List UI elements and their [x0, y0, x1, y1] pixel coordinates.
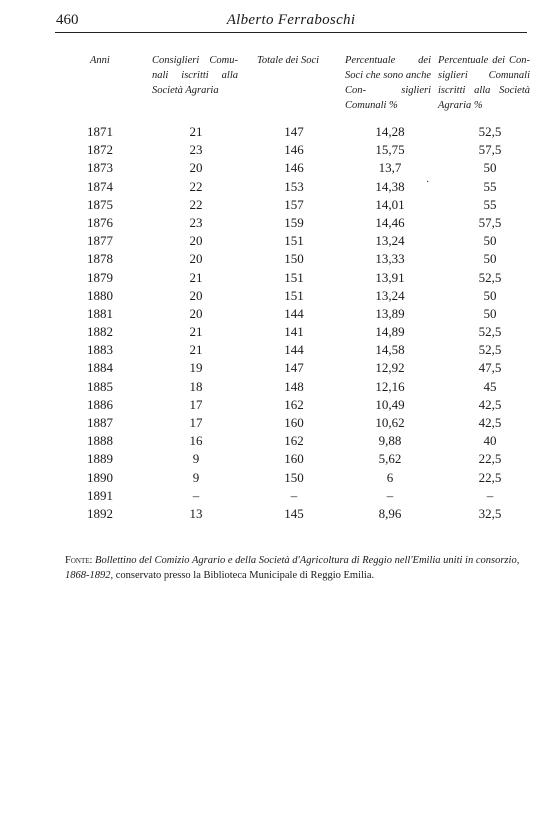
cell-percentuale-consiglieri: 50 [483, 160, 497, 176]
cell-totale: 160 [284, 415, 304, 430]
cell-percentuale-soci: 14,58 [375, 342, 405, 358]
cell-year: 1890 [87, 469, 113, 485]
table-row [0, 269, 550, 287]
cell-percentuale-soci: 12,92 [375, 360, 405, 376]
cell-percentuale-consiglieri: 47,5 [478, 360, 502, 376]
cell-totale: 153 [284, 178, 304, 194]
cell-percentuale-consiglieri: 50 [483, 233, 497, 249]
table-row [0, 305, 550, 323]
cell-percentuale-soci: 13,91 [375, 269, 405, 285]
cell-year: 1889 [87, 451, 113, 467]
table-row [0, 450, 550, 468]
table-row [0, 159, 550, 177]
cell-consiglieri: – [192, 487, 200, 503]
cell-year: 1876 [87, 214, 113, 230]
page-header [55, 8, 527, 33]
cell-percentuale-soci: 10,49 [375, 396, 405, 412]
cell-percentuale-consiglieri: – [486, 487, 494, 503]
cell-year: 1884 [87, 360, 113, 376]
column-header-percentuale-consiglieri: Percentuale dei Con- siglieri Comunali iscritti alla Società Agraria % [438, 55, 530, 111]
cell-consiglieri: 21 [189, 124, 203, 139]
cell-percentuale-soci: 9,88 [378, 433, 402, 449]
cell-percentuale-consiglieri: 52,5 [478, 342, 502, 358]
cell-year: 1886 [87, 396, 113, 412]
cell-percentuale-soci: 8,96 [378, 505, 402, 521]
cell-consiglieri: 20 [189, 287, 203, 303]
cell-consiglieri: 20 [189, 305, 203, 321]
cell-totale: 157 [284, 196, 304, 212]
source-label: Fonte: [65, 555, 93, 566]
cell-percentuale-consiglieri: 42,5 [478, 415, 502, 430]
table-row [0, 432, 550, 450]
running-head: Alberto Ferraboschi [226, 12, 356, 28]
table-row [0, 323, 550, 341]
cell-totale: 148 [284, 378, 304, 394]
cell-percentuale-soci: 13,89 [375, 305, 405, 321]
cell-percentuale-consiglieri: 50 [483, 305, 497, 321]
column-header-totale: Totale dei Soci [257, 55, 320, 66]
table-row [0, 214, 550, 232]
table-row [0, 505, 550, 523]
cell-percentuale-soci: 14,89 [375, 324, 405, 340]
cell-consiglieri: 9 [192, 469, 200, 485]
source-note [65, 553, 533, 583]
cell-percentuale-consiglieri: 55 [483, 196, 497, 212]
cell-percentuale-soci: 6 [386, 469, 394, 485]
column-header-anni: Anni [90, 55, 110, 66]
cell-consiglieri: 23 [189, 142, 203, 158]
cell-percentuale-consiglieri: 50 [483, 287, 497, 303]
cell-percentuale-soci: 13,24 [375, 233, 405, 249]
cell-year: 1881 [87, 305, 113, 321]
cell-year: 1871 [87, 124, 113, 139]
cell-percentuale-soci: 14,01 [375, 196, 405, 212]
cell-consiglieri: 20 [189, 251, 203, 267]
cell-year: 1878 [87, 251, 113, 267]
cell-consiglieri: 17 [189, 396, 203, 412]
cell-year: 1875 [87, 196, 113, 212]
table-row [0, 487, 550, 505]
cell-year: 1885 [87, 378, 113, 394]
cell-totale: 162 [284, 396, 304, 412]
cell-year: 1888 [87, 433, 113, 449]
cell-percentuale-consiglieri: 22,5 [478, 451, 502, 467]
cell-percentuale-soci: 13,24 [375, 287, 405, 303]
column-header-percentuale-soci: Percentuale dei Soci che sono anche Con- siglieri Comunali % [345, 55, 431, 111]
cell-percentuale-soci: 13,7 [378, 160, 402, 176]
source-title: Bollettino del Comizio Agrario e della Società d'Agricoltura di Reggio nell'Emilia uniti in consorzio, 1868-1892, [65, 555, 520, 581]
cell-percentuale-consiglieri: 50 [483, 251, 497, 267]
cell-percentuale-soci: – [386, 487, 394, 503]
cell-totale: 147 [284, 124, 304, 139]
cell-consiglieri: 23 [189, 214, 203, 230]
table-row [0, 469, 550, 487]
cell-totale: 144 [284, 342, 304, 358]
cell-percentuale-soci: 14,28 [375, 124, 405, 139]
table-row [0, 396, 550, 414]
cell-year: 1891 [87, 487, 113, 503]
table-row [0, 359, 550, 377]
cell-percentuale-soci: 12,16 [375, 378, 405, 394]
cell-percentuale-consiglieri: 55 [483, 178, 497, 194]
table-row [0, 123, 550, 141]
column-header-consiglieri: Consiglieri Comu- nali iscritti alla Società Agraria [152, 55, 238, 96]
cell-percentuale-soci: 14,46 [375, 214, 405, 230]
cell-percentuale-consiglieri: 42,5 [478, 396, 502, 412]
cell-year: 1877 [87, 233, 113, 249]
cell-totale: 150 [284, 469, 304, 485]
cell-year: 1873 [87, 160, 113, 176]
table-row [0, 141, 550, 159]
cell-consiglieri: 9 [192, 451, 200, 467]
cell-year: 1883 [87, 342, 113, 358]
table-row [0, 178, 550, 196]
table-row [0, 250, 550, 268]
cell-totale: 151 [284, 269, 304, 285]
cell-percentuale-consiglieri: 57,5 [478, 142, 502, 158]
cell-percentuale-soci: 5,62 [378, 451, 402, 467]
table-row [0, 378, 550, 396]
cell-year: 1879 [87, 269, 113, 285]
cell-totale: 151 [284, 233, 304, 249]
cell-totale: 159 [284, 214, 304, 230]
page-number: 460 [56, 12, 79, 28]
cell-percentuale-soci: 13,33 [375, 251, 405, 267]
source-rest: conservato presso la Biblioteca Municipale di Reggio Emilia. [115, 570, 375, 581]
cell-totale: 147 [284, 360, 304, 376]
cell-consiglieri: 22 [189, 196, 203, 212]
cell-consiglieri: 21 [189, 269, 203, 285]
cell-percentuale-consiglieri: 52,5 [478, 124, 502, 139]
cell-totale: 141 [284, 324, 304, 340]
table-row [0, 341, 550, 359]
cell-percentuale-soci: 15,75 [375, 142, 405, 158]
cell-percentuale-consiglieri: 22,5 [478, 469, 502, 485]
cell-year: 1872 [87, 142, 113, 158]
cell-totale: 160 [284, 451, 304, 467]
table-row [0, 414, 550, 432]
cell-year: 1892 [87, 505, 113, 521]
cell-consiglieri: 21 [189, 324, 203, 340]
cell-consiglieri: 18 [189, 378, 203, 394]
cell-totale: 144 [284, 305, 304, 321]
cell-consiglieri: 20 [189, 160, 203, 176]
cell-percentuale-soci: 14,38 [375, 178, 405, 194]
table-row [0, 232, 550, 250]
table-row [0, 196, 550, 214]
cell-totale: 150 [284, 251, 304, 267]
cell-consiglieri: 17 [189, 415, 203, 430]
cell-consiglieri: 19 [189, 360, 203, 376]
cell-percentuale-consiglieri: 52,5 [478, 269, 502, 285]
cell-totale: 151 [284, 287, 304, 303]
cell-consiglieri: 16 [189, 433, 203, 449]
cell-year: 1887 [87, 415, 113, 430]
cell-consiglieri: 21 [189, 342, 203, 358]
cell-year: 1874 [87, 178, 113, 194]
cell-percentuale-consiglieri: 40 [483, 433, 497, 449]
cell-percentuale-consiglieri: 45 [483, 378, 497, 394]
cell-percentuale-consiglieri: 52,5 [478, 324, 502, 340]
stray-mark: · [426, 177, 430, 188]
cell-percentuale-soci: 10,62 [375, 415, 405, 430]
table-row [0, 287, 550, 305]
cell-consiglieri: 22 [189, 178, 203, 194]
cell-totale: 146 [284, 142, 304, 158]
cell-year: 1880 [87, 287, 113, 303]
cell-consiglieri: 20 [189, 233, 203, 249]
cell-totale: 162 [284, 433, 304, 449]
cell-totale: 145 [284, 505, 304, 521]
cell-percentuale-consiglieri: 57,5 [478, 214, 502, 230]
data-table [0, 123, 550, 523]
cell-totale: – [290, 487, 298, 503]
cell-percentuale-consiglieri: 32,5 [478, 505, 502, 521]
cell-year: 1882 [87, 324, 113, 340]
cell-consiglieri: 13 [189, 505, 203, 521]
cell-totale: 146 [284, 160, 304, 176]
